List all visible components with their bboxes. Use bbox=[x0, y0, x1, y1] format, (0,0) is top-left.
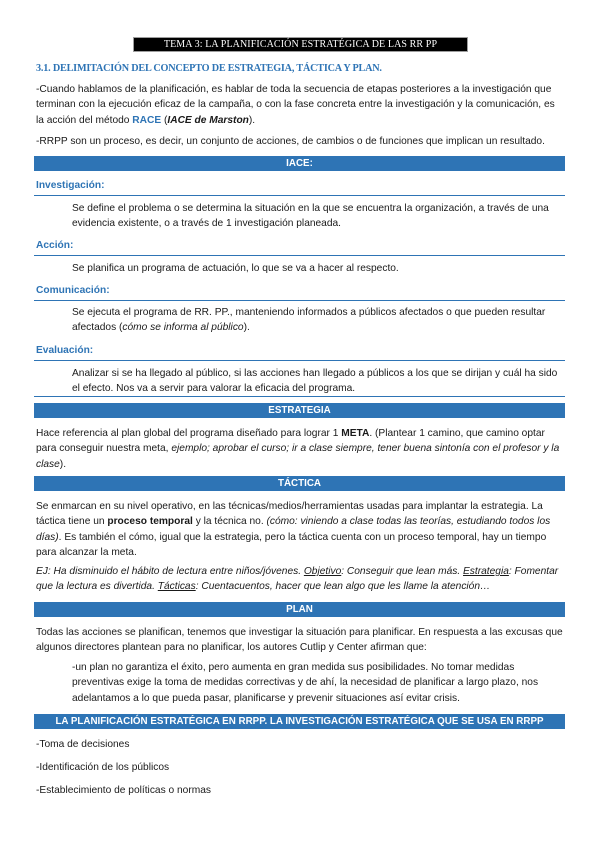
meta-term: META bbox=[341, 428, 370, 439]
text-evaluacion: Analizar si se ha llegado al público, si las acciones han llegado a públicos a los que se dirijan y cuál ha sido el efecto. Nos va a servir para valorar la eficacia del programa. bbox=[72, 368, 558, 395]
label-investigacion: Investigación: bbox=[36, 180, 105, 191]
race-term: RACE bbox=[132, 114, 162, 126]
section-bar-tactica: TÁCTICA bbox=[34, 476, 565, 491]
section-bar-planificacion: LA PLANIFICACIÓN ESTRATÉGICA EN RRPP. LA INVESTIGACIÓN ESTRATÉGICA QUE SE USA EN RRPP bbox=[34, 714, 565, 729]
list-item: -Toma de decisiones bbox=[36, 739, 130, 750]
divider bbox=[34, 360, 565, 361]
section-bar-estrategia: ESTRATEGIA bbox=[34, 403, 565, 418]
text-tactica: Se enmarcan en su nivel operativo, en las técnicas/medios/herramientas usadas para implantar la estrategia. La táctica tiene un proceso temporal y la técnica no. (cómo: viniendo a clase todas las teorías, estudiando todos los días). Es también el cómo, igual que la estrategia, pero la táctica cuenta con un proceso temporal, hay un tiempo para alcanzar la meta. bbox=[36, 501, 551, 558]
label-comunicacion: Comunicación: bbox=[36, 285, 110, 296]
text-accion: Se planifica un programa de actuación, lo que se va a hacer al respecto. bbox=[72, 263, 399, 274]
proceso-temporal-term: proceso temporal bbox=[107, 516, 193, 528]
section-heading: 3.1. DELIMITACIÓN DEL CONCEPTO DE ESTRATEGIA, TÁCTICA Y PLAN. bbox=[36, 63, 382, 74]
intro-paragraph-2: -RRPP son un proceso, es decir, un conjunto de acciones, de cambios o de funciones que implican un resultado. bbox=[36, 136, 545, 147]
text-investigacion: Se define el problema o se determina la situación en la que se encuentra la organización, a través de una evidencia existente, o a través de 1 investigación planeada. bbox=[72, 203, 549, 230]
iace-term: IACE de Marston bbox=[167, 114, 249, 126]
intro-paragraph-1: -Cuando hablamos de la planificación, es hablar de toda la secuencia de etapas posteriores a la investigación que terminan con la ejecución eficaz de la campaña, o con la fase concreta entre la investigación y la comunicación, es la acción del método RACE (IACE de Marston). bbox=[36, 84, 555, 126]
divider bbox=[34, 255, 565, 256]
text-plan-quote: -un plan no garantiza el éxito, pero aumenta en gran medida sus posibilidades. No tomar medidas preventivas exige la toma de medidas correctivas y de ahí, la necesidad de planificar a largo plazo, nos adelantamos a lo que pueda pasar, planificarse y prevenir situaciones así evitar crisis. bbox=[72, 662, 539, 704]
list-item: -Establecimiento de políticas o normas bbox=[36, 785, 211, 796]
divider bbox=[34, 396, 565, 397]
label-accion: Acción: bbox=[36, 240, 74, 251]
section-bar-iace: IACE: bbox=[34, 156, 565, 171]
divider bbox=[34, 300, 565, 301]
section-bar-plan: PLAN bbox=[34, 602, 565, 617]
list-item: -Identificación de los públicos bbox=[36, 762, 170, 773]
text-estrategia: Hace referencia al plan global del programa diseñado para lograr 1 META. (Plantear 1 camino, que camino optar para conseguir nuestra meta, ejemplo; aprobar el curso; ir a clase siempre, tener buena sintonía con el profesor y la clase). bbox=[36, 428, 560, 470]
page-title: TEMA 3: LA PLANIFICACIÓN ESTRATÉGICA DE LAS RR PP bbox=[133, 37, 468, 52]
label-evaluacion: Evaluación: bbox=[36, 345, 94, 356]
text-plan: Todas las acciones se planifican, tenemos que investigar la situación para planificar. En respuesta a las excusas que algunos directores plantean para no planificar, los autores Cutlip y Center afirman que: bbox=[36, 627, 563, 654]
text-tactica-example: EJ: Ha disminuido el hábito de lectura entre niños/jóvenes. Objetivo: Conseguir que lean más. Estrategia: Fomentar que la lectura es divertida. Tácticas: Cuentacuentos, hacer que lean algo que les llame la atención… bbox=[36, 566, 559, 593]
divider bbox=[34, 195, 565, 196]
text-comunicacion: Se ejecuta el programa de RR. PP., manteniendo informados a públicos afectados o que pueden resultar afectados (cómo se informa al público). bbox=[72, 307, 546, 334]
